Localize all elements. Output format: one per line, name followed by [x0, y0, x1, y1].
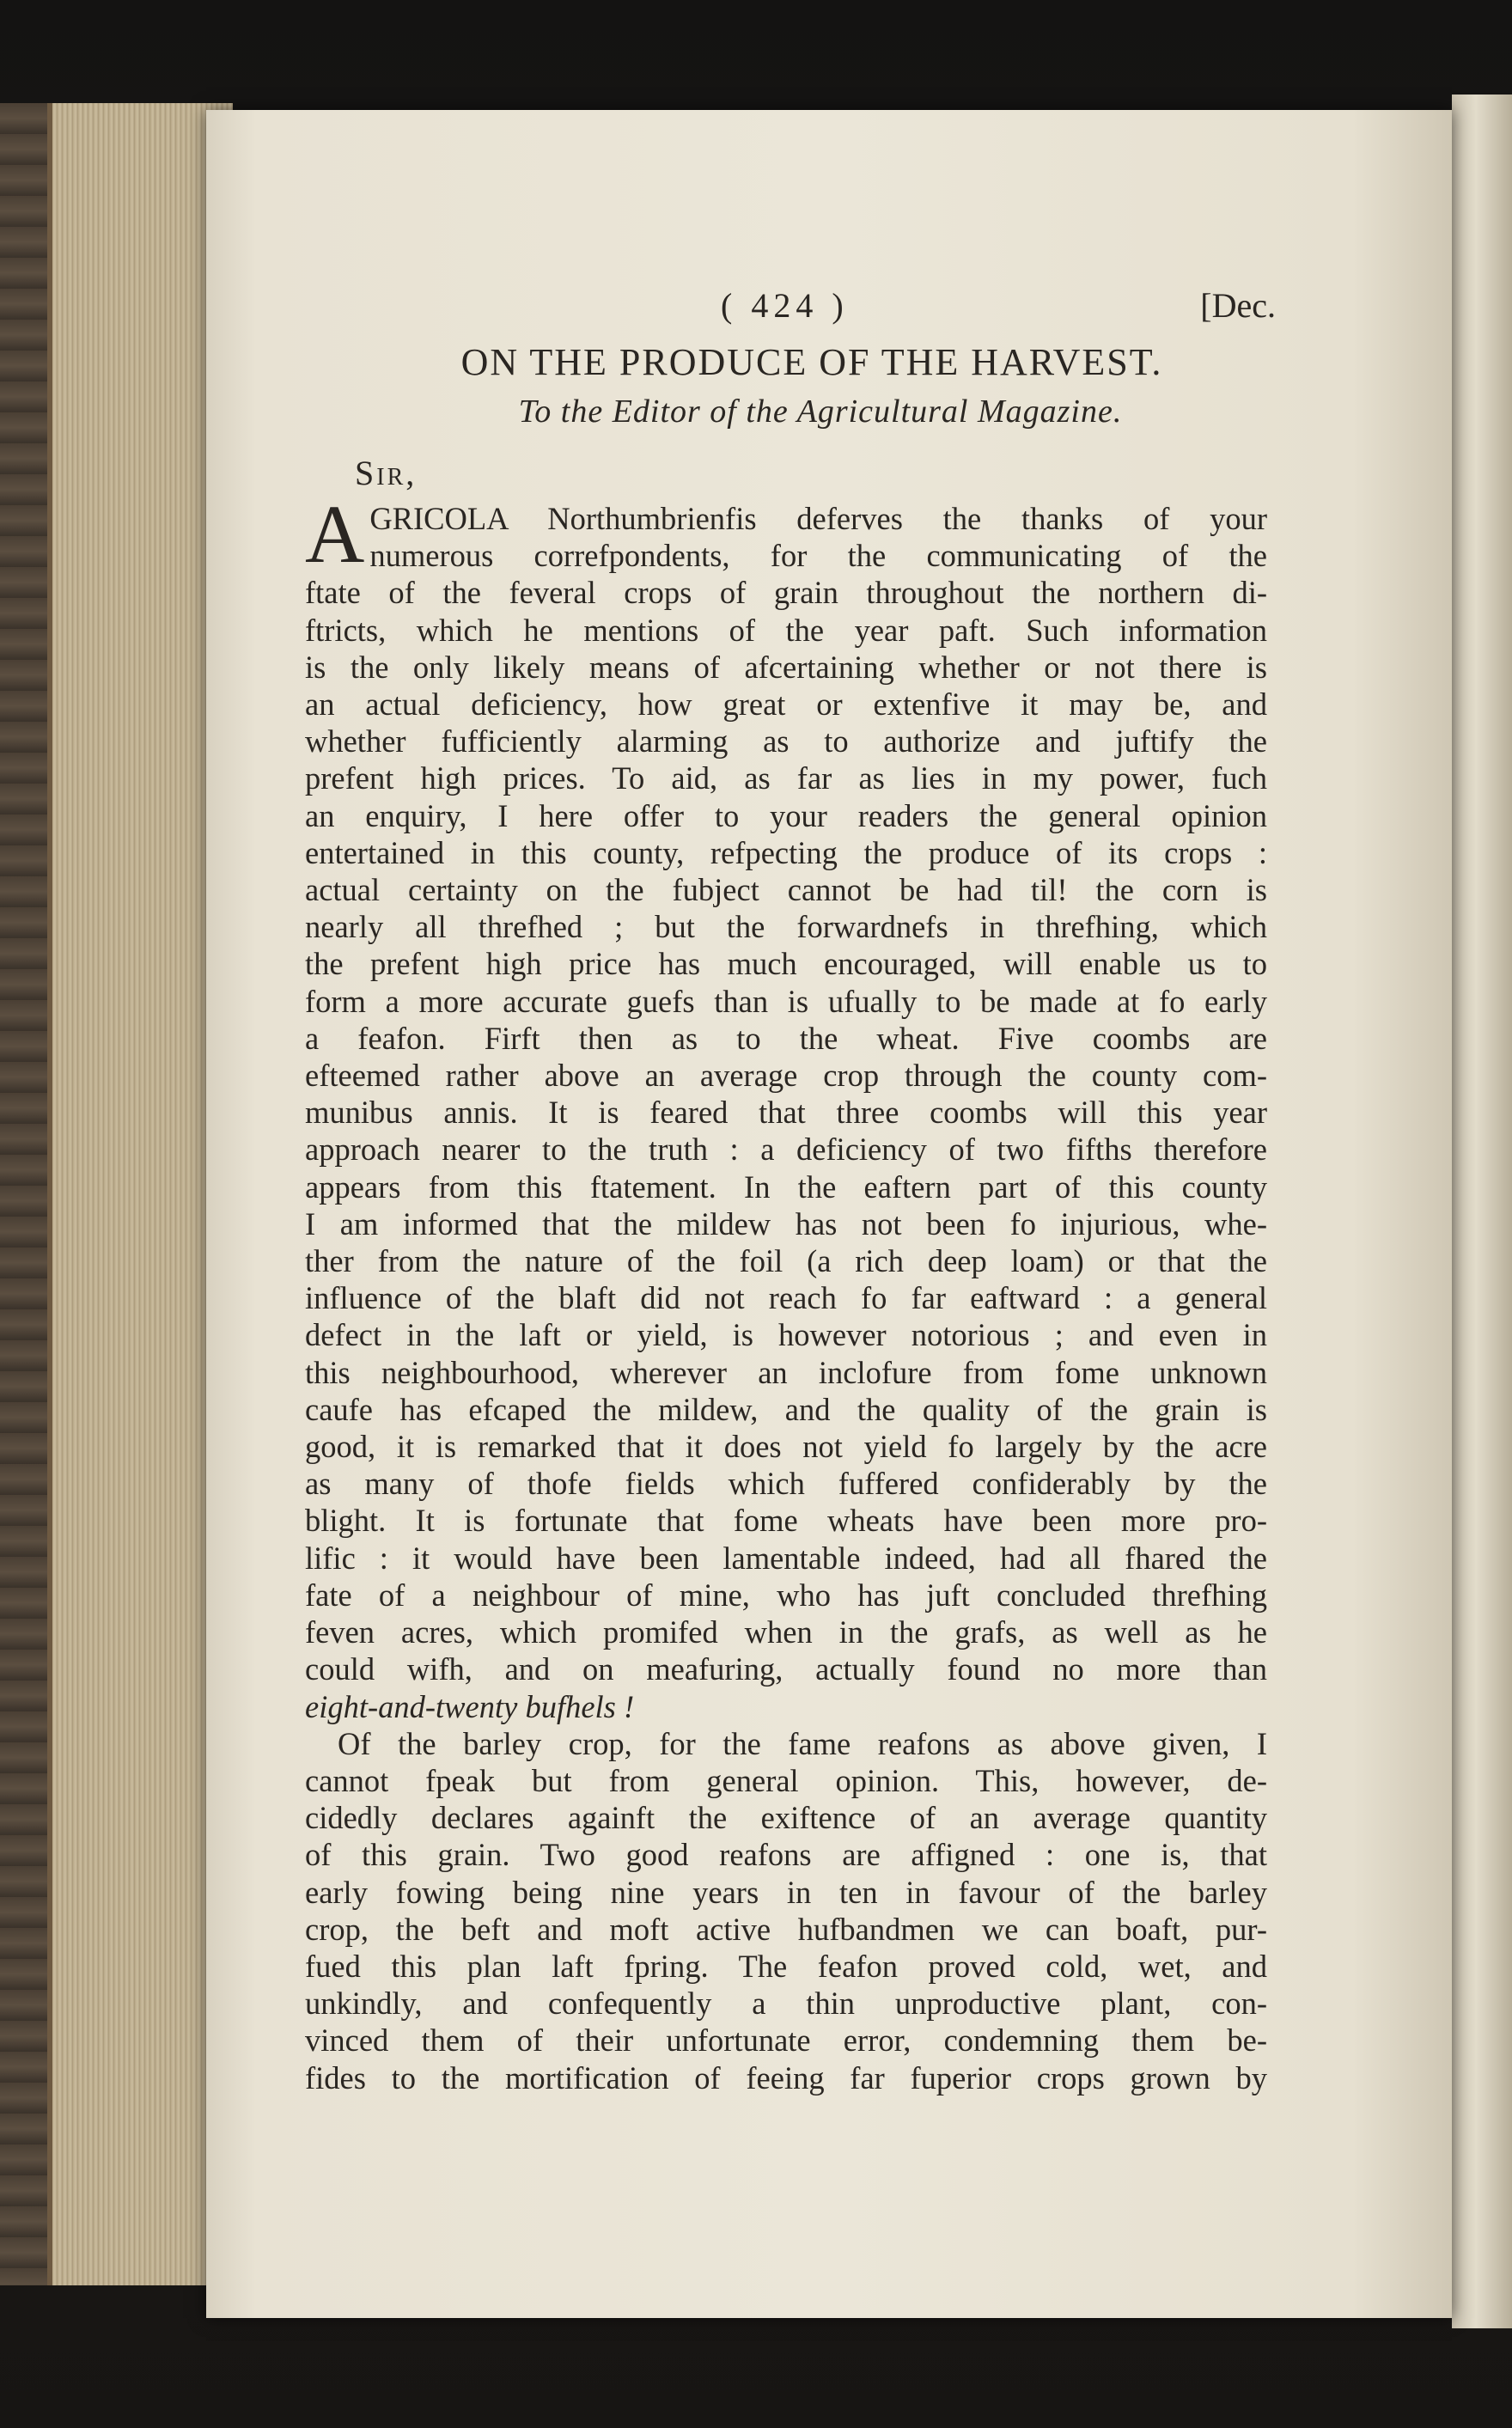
text-line: early fowing being nine years in ten in favour of the barley	[305, 1874, 1267, 1910]
text-line: appears from this ftatement. In the eaftern part of this county	[305, 1168, 1267, 1205]
article-subtitle: To the Editor of the Agricultural Magazine.	[518, 393, 1123, 430]
paragraph-1	[305, 488, 1267, 1725]
running-head	[305, 285, 1276, 337]
page-block-edge	[47, 103, 233, 2285]
text-line: Of the barley crop, for the fame reafons as above given, I	[338, 1725, 1267, 1761]
text-line: vinced them of their unfortunate error, condemning them be-	[305, 2022, 1267, 2059]
text-line: feven acres, which promifed when in the grafs, as well as he	[305, 1614, 1267, 1650]
text-line: could wifh, and on meafuring, actually found no more than	[305, 1651, 1267, 1687]
text-line: actual certainty on the fubject cannot be had til! the corn is	[305, 872, 1267, 908]
text-line: caufe has efcaped the mildew, and the quality of the grain is	[305, 1391, 1267, 1427]
text-line: numerous correfpondents, for the communicating of the	[369, 538, 1267, 574]
facing-page-edge	[1452, 95, 1512, 2328]
first-word-caps: GRICOLA	[369, 501, 548, 536]
text-line: lific : it would have been lamentable indeed, had all fhared the	[305, 1540, 1267, 1576]
text-line: fides to the mortification of feeing far fuperior crops grown by	[305, 2059, 1267, 2096]
text-line: an actual deficiency, how great or extenfive it may be, and	[305, 686, 1267, 723]
text-line: a feafon. Firft then as to the wheat. Five coombs are	[305, 1020, 1267, 1056]
text-line: defect in the laft or yield, is however notorious ; and even in	[305, 1317, 1267, 1353]
text-line: ther from the nature of the foil (a rich deep loam) or that the	[305, 1243, 1267, 1279]
text-line: form a more accurate guefs than is ufually to be made at fo early	[305, 983, 1267, 1019]
text-line: efteemed rather above an average crop through the county com-	[305, 1058, 1267, 1094]
text-line: cannot fpeak but from general opinion. This, however, de-	[305, 1762, 1267, 1798]
text-line: an enquiry, I here offer to your readers the general opinion	[305, 797, 1267, 833]
article-title: ON THE PRODUCE OF THE HARVEST.	[460, 341, 1163, 383]
text-line: fued this plan laft fpring. The feafon proved cold, wet, and	[305, 1948, 1267, 1984]
text-line: GRICOLA Northumbrienfis deferves the thanks of your	[369, 501, 1267, 536]
text-line: nearly all threfhed ; but the forwardnefs in threfhing, which	[305, 909, 1267, 945]
text-line: of this grain. Two good reafons are affigned : one is, that	[305, 1837, 1267, 1873]
text-line: munibus annis. It is feared that three coombs will this year	[305, 1095, 1267, 1131]
text-line: blight. It is fortunate that fome wheats have been more pro-	[305, 1503, 1267, 1539]
article-body	[305, 488, 1267, 2096]
text-line: prefent high prices. To aid, as far as lies in my power, fuch	[305, 760, 1267, 796]
text-line: ftricts, which he mentions of the year paft. Such information	[305, 612, 1267, 648]
text-line: the prefent high price has much encouraged, will enable us to	[305, 946, 1267, 982]
drop-cap: A	[305, 488, 365, 580]
text-line: unkindly, and confequently a thin unproductive plant, con-	[305, 1986, 1267, 2022]
text-line: I am informed that the mildew has not been fo injurious, whe-	[305, 1205, 1267, 1241]
text-line: is the only likely means of afcertaining whether or not there is	[305, 649, 1267, 685]
text-line: eight-and-twenty bufhels !	[305, 1688, 635, 1724]
text-line: influence of the blaft did not reach fo far eaftward : a general	[305, 1280, 1267, 1316]
text-line: good, it is remarked that it does not yield fo largely by the acre	[305, 1429, 1267, 1465]
text-line: whether fufficiently alarming as to authorize and juftify the	[305, 723, 1267, 760]
salutation: Sir,	[355, 454, 418, 492]
text-line: entertained in this county, refpecting the produce of its crops :	[305, 834, 1267, 870]
text-line: as many of thofe fields which fuffered confiderably by the	[305, 1466, 1267, 1502]
paragraph-2	[305, 1725, 1267, 2096]
text-line: ftate of the feveral crops of grain throughout the northern di-	[305, 575, 1267, 611]
text-line: cidedly declares againft the exiftence of an average quantity	[305, 1800, 1267, 1836]
page-text	[305, 285, 1276, 2096]
text-line: approach nearer to the truth : a deficiency of two fifths therefore	[305, 1132, 1267, 1168]
page-number: ( 424 )	[721, 286, 849, 325]
text-line: this neighbourhood, wherever an inclofure from fome unknown	[305, 1354, 1267, 1390]
text-line: crop, the beft and moft active hufbandmen we can boaft, pur-	[305, 1911, 1267, 1947]
running-head-month: [Dec.	[1200, 286, 1276, 325]
text-line: fate of a neighbour of mine, who has juft concluded threfhing	[305, 1577, 1267, 1613]
